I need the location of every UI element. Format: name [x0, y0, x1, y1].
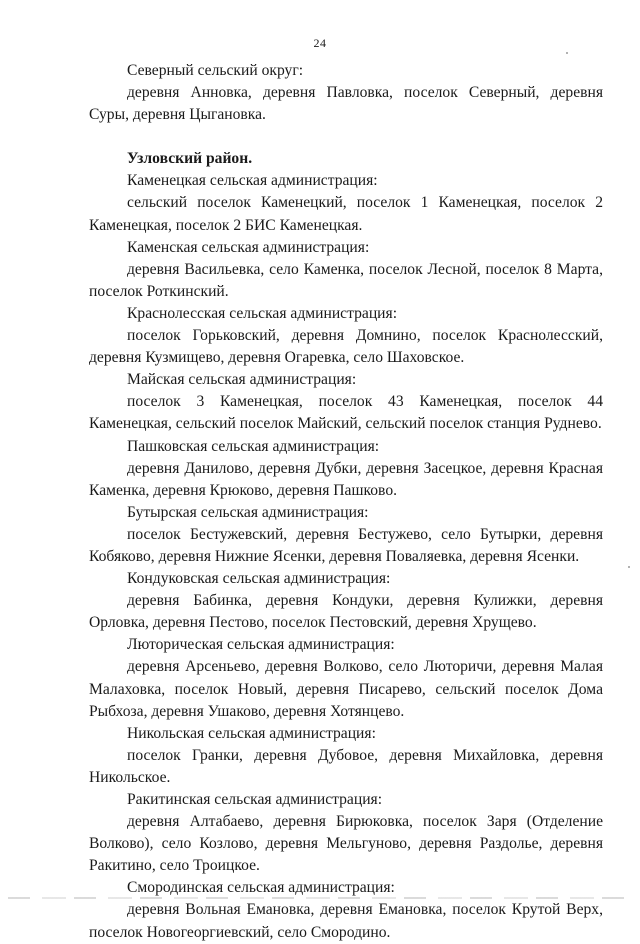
document-body — [89, 60, 603, 944]
admin-settlements: деревня Бабинка, деревня Кондуки, деревня Кулижки, деревня Орловка, деревня Пестово, поселок Пестовский, деревня Хрущево. — [89, 592, 603, 632]
admin-title: Майская сельская администрация: — [127, 371, 357, 389]
admin-settlements: деревня Алтабаево, деревня Бирюковка, поселок Заря (Отделение Волково), село Козлово, деревня Мельгуново, деревня Раздолье, деревня Ракитино, село Троицкое. — [89, 813, 603, 875]
admin-title: Бутырская сельская администрация: — [127, 503, 369, 521]
admin-title: Краснолесская сельская администрация: — [127, 304, 398, 322]
admin-settlements: деревня Данилово, деревня Дубки, деревня Засецкое, деревня Красная Каменка, деревня Крюково, деревня Пашково. — [89, 459, 603, 499]
admin-title: Ракитинская сельская администрация: — [127, 791, 383, 808]
district-heading: Узловский район. — [127, 150, 253, 168]
admin-settlements: поселок 3 Каменецкая, поселок 43 Каменецкая, поселок 44 Каменецкая, сельский поселок Майский, сельский поселок станция Руднево. — [89, 393, 603, 433]
admin-settlements: поселок Гранки, деревня Дубовое, деревня Михайловка, деревня Никольское. — [89, 746, 603, 786]
admin-title: Люторическая сельская администрация: — [127, 636, 395, 654]
admin-title: Пашковская сельская администрация: — [127, 437, 380, 455]
scan-artifact-line — [8, 897, 632, 899]
admin-settlements: деревня Васильевка, село Каменка, поселок Лесной, поселок 8 Марта, поселок Роткинский. — [89, 260, 603, 300]
admin-title: Смородинская сельская администрация: — [127, 879, 395, 897]
admin-settlements: деревня Вольная Емановка, деревня Емановка, поселок Крутой Верх, поселок Новогеоргиевский, село Смородино. — [89, 901, 603, 941]
page-number: 24 — [313, 36, 327, 50]
admin-title: Никольская сельская администрация: — [127, 724, 376, 742]
admin-settlements: деревня Арсеньево, деревня Волково, село Люторичи, деревня Малая Малаховка, поселок Новый, деревня Писарево, сельский поселок Дома Рыбхоза, деревня Ушаково, деревня Хотянцево. — [89, 658, 603, 720]
admin-title: Каменская сельская администрация: — [127, 238, 370, 256]
admin-settlements: поселок Бестужевский, деревня Бестужево, село Бутырки, деревня Кобяково, деревня Нижние Ясенки, деревня Поваляевка, деревня Ясенки. — [89, 525, 603, 565]
okrug-settlements: деревня Анновка, деревня Павловка, поселок Северный, деревня Суры, деревня Цыгановка. — [89, 84, 603, 124]
scan-artifact-dot — [628, 566, 630, 568]
admin-settlements: поселок Горьковский, деревня Домнино, поселок Краснолесский, деревня Кузмищево, деревня Огаревка, село Шаховское. — [89, 327, 603, 367]
scan-artifact-dot — [566, 52, 568, 54]
admin-title: Кондуковская сельская администрация: — [127, 570, 391, 588]
admin-settlements: сельский поселок Каменецкий, поселок 1 Каменецкая, поселок 2 Каменецкая, поселок 2 БИС Каменецкая. — [89, 194, 603, 234]
admin-title: Каменецкая сельская администрация: — [127, 172, 378, 190]
okrug-title: Северный сельский округ: — [127, 62, 304, 79]
